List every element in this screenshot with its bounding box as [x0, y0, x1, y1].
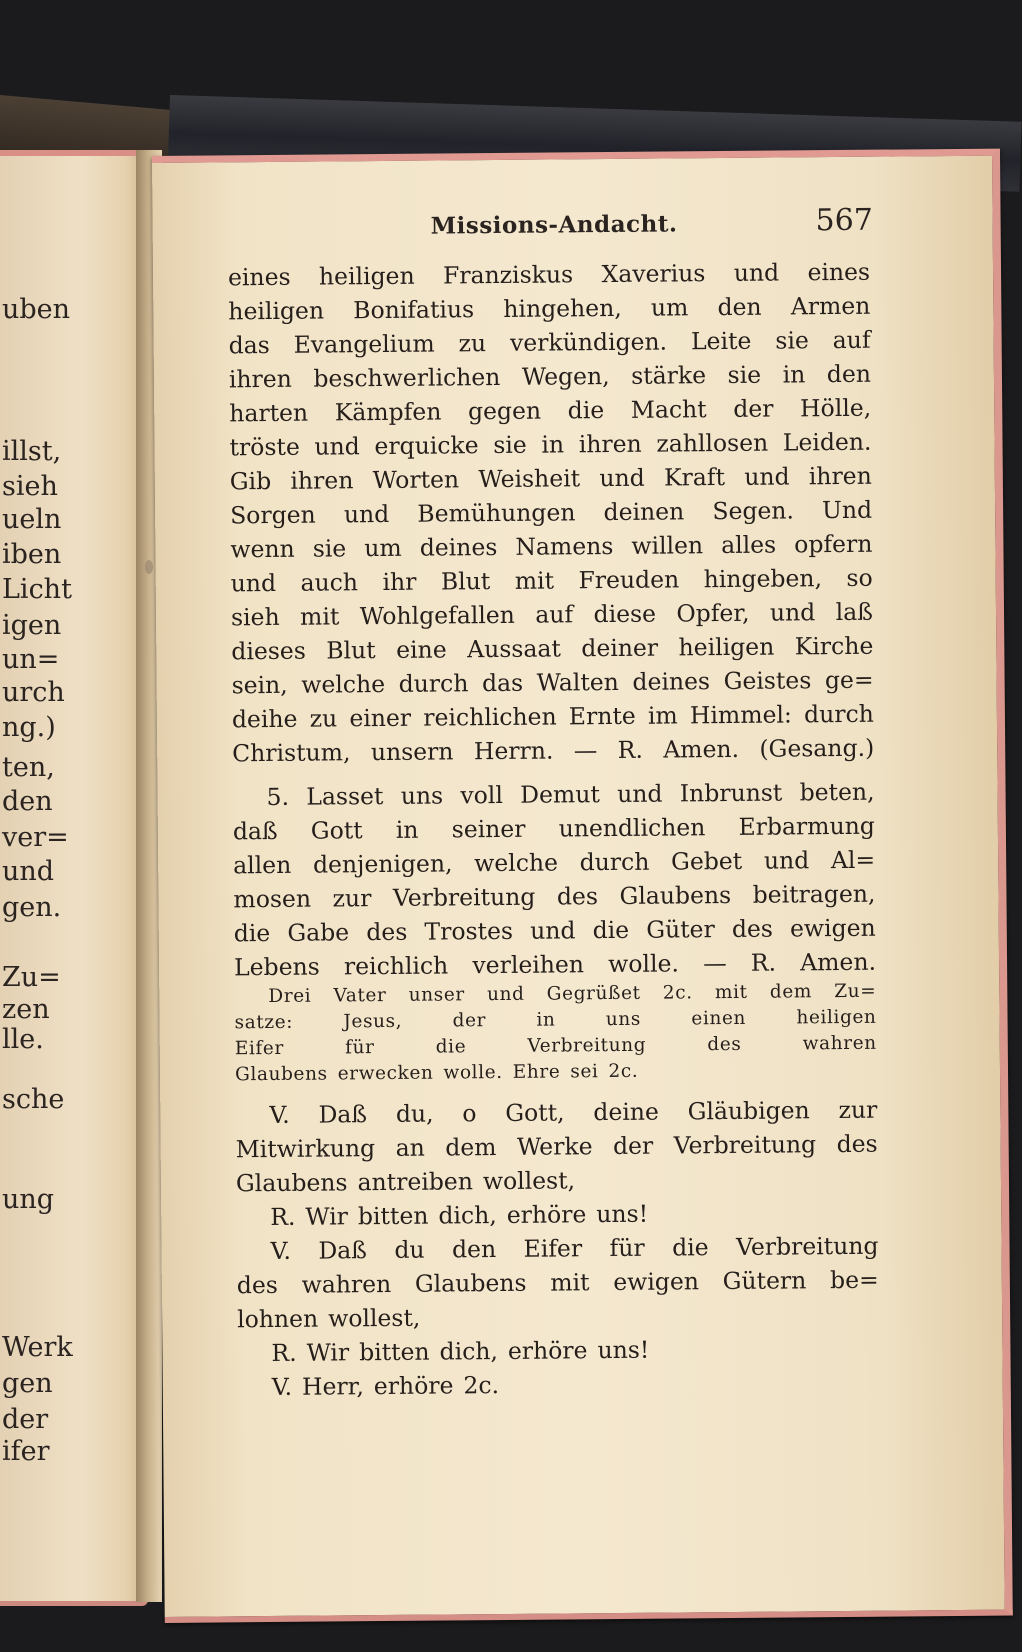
- left-page-fragment: Zu=: [2, 962, 61, 993]
- word: Gläubigen: [687, 1096, 810, 1126]
- word: Eifer: [523, 1234, 583, 1263]
- word: Bemühungen: [417, 498, 576, 528]
- word: Kraft: [663, 463, 726, 492]
- word: Eifer: [234, 1037, 284, 1060]
- text-line: [233, 877, 875, 917]
- word: mit: [714, 981, 748, 1004]
- word: Wir: [305, 1202, 349, 1231]
- word: im: [647, 701, 678, 730]
- word: und: [343, 499, 390, 529]
- word: Himmel:: [689, 700, 793, 730]
- word: einer: [349, 703, 412, 733]
- word: Und: [821, 495, 873, 525]
- word: Mitwirkung: [235, 1134, 376, 1164]
- word: Christum,: [232, 738, 351, 768]
- left-page-fragment: gen.: [2, 892, 62, 923]
- word: und: [314, 432, 360, 461]
- word: Aussaat: [467, 634, 561, 664]
- word: mit: [550, 1268, 590, 1297]
- word: 2c.: [608, 1060, 639, 1083]
- word: Freuden: [578, 565, 680, 595]
- word: eine: [396, 635, 447, 664]
- word: erhöre: [507, 1336, 588, 1365]
- word: Macht: [630, 395, 707, 424]
- word: reichlich: [343, 951, 449, 981]
- word: der: [733, 394, 774, 423]
- left-page-fragment: Werk: [2, 1332, 73, 1363]
- word: V.: [270, 1236, 292, 1266]
- word: deines: [419, 533, 498, 562]
- word: Worten: [372, 465, 460, 495]
- word: Verbreitung: [735, 1231, 879, 1261]
- word: beten,: [799, 777, 875, 807]
- word: alles: [721, 530, 777, 560]
- word: die: [592, 915, 630, 945]
- word: hingeben,: [703, 564, 823, 594]
- word: erhöre: [506, 1200, 587, 1229]
- word: R.: [270, 1202, 296, 1232]
- word: Franziskus: [442, 260, 574, 290]
- word: antreiben: [357, 1167, 474, 1197]
- word: und: [733, 258, 780, 287]
- word: Gabe: [287, 918, 350, 947]
- word: die: [567, 396, 605, 425]
- left-page-fragment: urch: [2, 677, 65, 708]
- word: V.: [269, 1100, 290, 1130]
- text-line: [229, 425, 871, 465]
- word: Weisheit: [478, 464, 581, 494]
- word: deiner: [581, 633, 659, 663]
- text-line: [235, 1093, 877, 1133]
- left-page: [0, 150, 148, 1606]
- word: die: [233, 918, 271, 948]
- word: wenn: [230, 534, 295, 564]
- word: opfern: [794, 529, 873, 559]
- word: erwecken: [337, 1062, 434, 1085]
- word: gegen: [467, 396, 542, 426]
- word: harten: [229, 398, 309, 428]
- word: für: [609, 1233, 645, 1263]
- word: unser: [408, 984, 465, 1006]
- word: Armen: [790, 291, 871, 321]
- word: daß: [232, 816, 278, 846]
- text-line: [231, 595, 873, 635]
- left-page-fragment: und: [2, 856, 55, 887]
- word: auch: [300, 568, 359, 597]
- word: Ernte: [568, 701, 636, 731]
- word: Leite: [690, 326, 752, 356]
- word: wolle.: [608, 949, 680, 979]
- word: heiligen: [318, 261, 415, 291]
- word: den: [826, 359, 872, 389]
- word: mit: [514, 566, 555, 595]
- word: in: [395, 815, 419, 844]
- left-page-fragment: igen: [2, 610, 62, 641]
- word: dich,: [439, 1337, 499, 1366]
- word: zahllosen: [656, 428, 769, 458]
- word: bitten: [357, 1201, 429, 1231]
- word: ihren: [228, 364, 293, 394]
- word: wolle.: [443, 1061, 503, 1084]
- word: be=: [829, 1265, 879, 1295]
- word: verkündigen.: [509, 327, 668, 357]
- text-line: [236, 1229, 878, 1269]
- word: o: [462, 1099, 477, 1128]
- word: in: [541, 430, 565, 459]
- word: um: [650, 293, 689, 322]
- word: dich,: [438, 1201, 497, 1230]
- word: des: [731, 914, 774, 943]
- word: deihe: [231, 704, 298, 734]
- left-page-fragment: illst,: [2, 436, 62, 467]
- left-page-fragment: Licht: [2, 574, 72, 605]
- word: stärke: [631, 361, 707, 390]
- word: und: [530, 916, 576, 945]
- word: R.: [750, 948, 777, 977]
- word: wollest,: [328, 1303, 421, 1333]
- word: heiligen: [228, 296, 325, 326]
- word: hingehen,: [503, 293, 622, 323]
- left-page-fragment: zen: [2, 994, 50, 1025]
- word: 2c.: [662, 982, 693, 1004]
- word: erquicke: [374, 431, 479, 461]
- word: verleihen: [472, 950, 585, 980]
- left-page-fragment: ifer: [2, 1436, 50, 1467]
- ink-blot: [145, 560, 153, 574]
- word: das: [481, 668, 524, 698]
- word: (Gesang.): [759, 733, 875, 763]
- word: Gib: [229, 466, 272, 496]
- word: und: [617, 779, 663, 808]
- word: ge=: [824, 665, 874, 695]
- word: —: [573, 736, 598, 765]
- word: dem: [445, 1133, 497, 1162]
- word: Blut: [440, 567, 491, 596]
- word: zu: [458, 329, 487, 358]
- word: und: [763, 846, 810, 875]
- word: sie: [775, 326, 809, 355]
- running-head: Missions-Andacht.: [430, 210, 678, 240]
- word: Ehre: [512, 1061, 561, 1083]
- text-line: [234, 945, 876, 985]
- word: beschwerlichen: [313, 362, 501, 393]
- word: uns: [605, 1008, 642, 1031]
- text-line: [228, 289, 870, 329]
- word: laß: [835, 597, 874, 627]
- word: durch: [579, 847, 650, 877]
- word: allen: [233, 850, 292, 880]
- word: erhöre: [373, 1371, 454, 1401]
- word: reichlichen: [423, 702, 557, 732]
- word: Xaverius: [601, 259, 706, 289]
- word: Geistes: [723, 666, 812, 696]
- word: mit: [299, 602, 340, 631]
- word: Gütern: [722, 1266, 807, 1296]
- word: R.: [271, 1338, 297, 1368]
- text-line: [232, 731, 874, 771]
- word: Evangelium: [293, 329, 435, 359]
- word: zu: [309, 704, 338, 733]
- left-page-fragment: ten,: [2, 752, 55, 783]
- word: und: [769, 598, 816, 627]
- word: Amen.: [663, 734, 740, 764]
- word: Wegen,: [521, 362, 610, 391]
- word: Lebens: [233, 952, 320, 982]
- word: lohnen: [237, 1304, 319, 1334]
- word: diese: [593, 599, 657, 629]
- text-line: [234, 911, 876, 951]
- text-line: [228, 255, 870, 295]
- word: des: [236, 1270, 278, 1300]
- text-line: [233, 843, 875, 883]
- text-line: [233, 809, 875, 849]
- word: in: [536, 1009, 556, 1031]
- word: und: [744, 462, 790, 491]
- word: Verbreitung: [673, 1130, 817, 1160]
- word: an: [395, 1133, 425, 1162]
- word: du,: [395, 1099, 434, 1128]
- word: Segen.: [712, 496, 795, 526]
- word: und: [599, 463, 645, 493]
- left-page-fragment: ng.): [2, 712, 56, 743]
- word: Güter: [646, 915, 715, 944]
- word: uns!: [596, 1199, 649, 1229]
- word: auf: [535, 600, 574, 629]
- word: welche: [301, 669, 386, 699]
- word: Gott: [310, 816, 363, 845]
- word: und: [230, 568, 277, 598]
- word: heiligen: [796, 1006, 877, 1029]
- text-line: [230, 459, 872, 499]
- word: Opfer,: [676, 598, 750, 628]
- word: Amen.: [800, 947, 877, 977]
- page-number: 567: [815, 202, 874, 239]
- text-line: [237, 1297, 879, 1337]
- word: dieses: [231, 636, 306, 666]
- word: Jesus,: [343, 1010, 403, 1033]
- word: heiligen: [678, 632, 775, 662]
- word: Glaubens: [414, 1268, 527, 1298]
- word: ihr: [382, 567, 417, 597]
- word: wollest,: [482, 1166, 576, 1196]
- word: denjenigen,: [312, 849, 453, 879]
- word: deinen: [603, 497, 685, 527]
- word: zur: [838, 1095, 878, 1125]
- text-line: [229, 323, 871, 363]
- word: Gebet: [670, 846, 743, 876]
- word: unsern: [370, 737, 454, 767]
- word: Wir: [306, 1338, 350, 1367]
- word: Verbreitung: [527, 1034, 647, 1057]
- word: der: [612, 1131, 654, 1161]
- word: 2c.: [463, 1371, 500, 1400]
- word: eines: [807, 257, 871, 287]
- word: Gegrüßet: [546, 982, 641, 1005]
- left-page-fragment: uben: [2, 294, 71, 325]
- word: Kirche: [794, 631, 874, 661]
- word: dem: [769, 981, 813, 1003]
- word: Glaubens: [234, 1063, 328, 1086]
- word: Gott,: [505, 1098, 565, 1127]
- word: ihren: [578, 429, 642, 459]
- word: auf: [832, 325, 871, 355]
- word: der: [452, 1010, 487, 1032]
- word: wahren: [802, 1032, 877, 1055]
- word: Vater: [333, 984, 387, 1007]
- text-line: [237, 1331, 879, 1371]
- word: Namens: [515, 531, 614, 561]
- word: bitten: [358, 1337, 430, 1367]
- word: welche: [474, 848, 559, 878]
- word: Daß: [318, 1100, 368, 1129]
- word: sie: [312, 534, 347, 563]
- word: du: [394, 1235, 425, 1264]
- word: sieh: [230, 602, 280, 632]
- word: den: [717, 292, 762, 322]
- word: sie: [493, 430, 527, 460]
- word: die: [672, 1233, 709, 1262]
- word: 5.: [266, 782, 290, 812]
- word: Drei: [268, 985, 312, 1008]
- left-page-fragment: sche: [2, 1084, 65, 1115]
- word: Herrn.: [473, 736, 554, 766]
- word: mosen: [233, 884, 312, 914]
- word: ewigen: [789, 913, 876, 943]
- text-line: [236, 1195, 878, 1235]
- left-page-fragment: ver=: [2, 822, 69, 853]
- word: ihren: [290, 466, 354, 495]
- word: sie: [727, 360, 762, 389]
- word: durch: [398, 669, 469, 698]
- word: durch: [803, 699, 874, 729]
- word: zur: [332, 884, 372, 913]
- word: Verbreitung: [392, 882, 536, 912]
- word: R.: [617, 735, 643, 764]
- word: eines: [227, 262, 291, 292]
- word: deine: [593, 1097, 659, 1127]
- word: Zu=: [834, 980, 877, 1003]
- left-page-fragment: iben: [2, 539, 62, 570]
- left-page-fragment: sieh: [2, 471, 58, 502]
- left-page-fragment: den: [2, 786, 53, 817]
- word: deines: [632, 667, 711, 696]
- word: sein,: [231, 670, 288, 700]
- text-line: [229, 391, 871, 431]
- word: in: [782, 360, 806, 389]
- word: Hölle,: [799, 393, 872, 423]
- word: einen: [691, 1007, 747, 1030]
- left-page-fragment: gen: [2, 1368, 53, 1399]
- word: wahren: [301, 1269, 392, 1299]
- word: Sorgen: [230, 500, 316, 530]
- word: des: [366, 917, 408, 947]
- word: Bonifatius: [353, 295, 475, 325]
- word: uns!: [597, 1335, 650, 1365]
- word: Werke: [516, 1132, 593, 1161]
- word: uns: [400, 781, 444, 810]
- word: satze:: [234, 1011, 294, 1034]
- word: das: [228, 330, 270, 360]
- text-line: [231, 561, 873, 601]
- word: Kämpfen: [334, 397, 442, 427]
- text-line: [230, 527, 872, 567]
- word: —: [703, 949, 727, 978]
- word: Glaubens: [235, 1168, 348, 1198]
- word: des: [556, 882, 599, 911]
- left-page-fragment: der: [2, 1404, 49, 1435]
- text-line: [236, 1127, 878, 1167]
- word: Blut: [326, 636, 376, 665]
- word: den: [451, 1235, 497, 1264]
- word: so: [846, 563, 873, 592]
- word: Walten: [536, 667, 619, 697]
- text-line: [237, 1263, 879, 1303]
- left-page-fragment: ueln: [2, 504, 62, 535]
- word: Demut: [520, 780, 600, 809]
- text-line: [231, 663, 873, 703]
- word: Al=: [830, 845, 876, 875]
- text-line: [232, 775, 874, 815]
- text-line: [238, 1365, 880, 1405]
- word: sei: [570, 1061, 599, 1083]
- text-line: [236, 1161, 878, 1201]
- left-page-fragment: ung: [2, 1184, 55, 1215]
- word: beitragen,: [752, 879, 876, 909]
- word: Trostes: [424, 916, 514, 946]
- word: des: [836, 1129, 878, 1159]
- word: für: [344, 1037, 375, 1059]
- text-line: [232, 697, 874, 737]
- word: ewigen: [613, 1267, 700, 1297]
- word: ihren: [808, 461, 872, 491]
- word: Glaubens: [619, 880, 732, 910]
- word: V.: [271, 1372, 293, 1402]
- word: Inbrunst: [679, 778, 783, 808]
- right-page: [152, 149, 1013, 1623]
- word: um: [364, 533, 402, 563]
- word: voll: [460, 780, 504, 810]
- text-line: [231, 629, 873, 669]
- word: und: [486, 983, 525, 1006]
- page-text: [228, 255, 880, 1405]
- word: Daß: [318, 1236, 368, 1265]
- word: seiner: [451, 814, 526, 844]
- word: die: [435, 1036, 467, 1058]
- word: tröste: [229, 432, 300, 462]
- text-line: [230, 493, 872, 533]
- word: willen: [631, 531, 704, 560]
- word: Wohlgefallen: [359, 600, 515, 631]
- word: des: [707, 1033, 742, 1056]
- left-page-fragment: lle.: [2, 1024, 44, 1055]
- word: Leiden.: [782, 427, 872, 457]
- word: unendlichen: [558, 813, 706, 843]
- word: Lasset: [306, 782, 384, 811]
- text-line: [229, 357, 871, 397]
- word: Herr,: [301, 1372, 364, 1401]
- left-page-fragment: un=: [2, 644, 60, 675]
- word: Erbarmung: [738, 811, 875, 841]
